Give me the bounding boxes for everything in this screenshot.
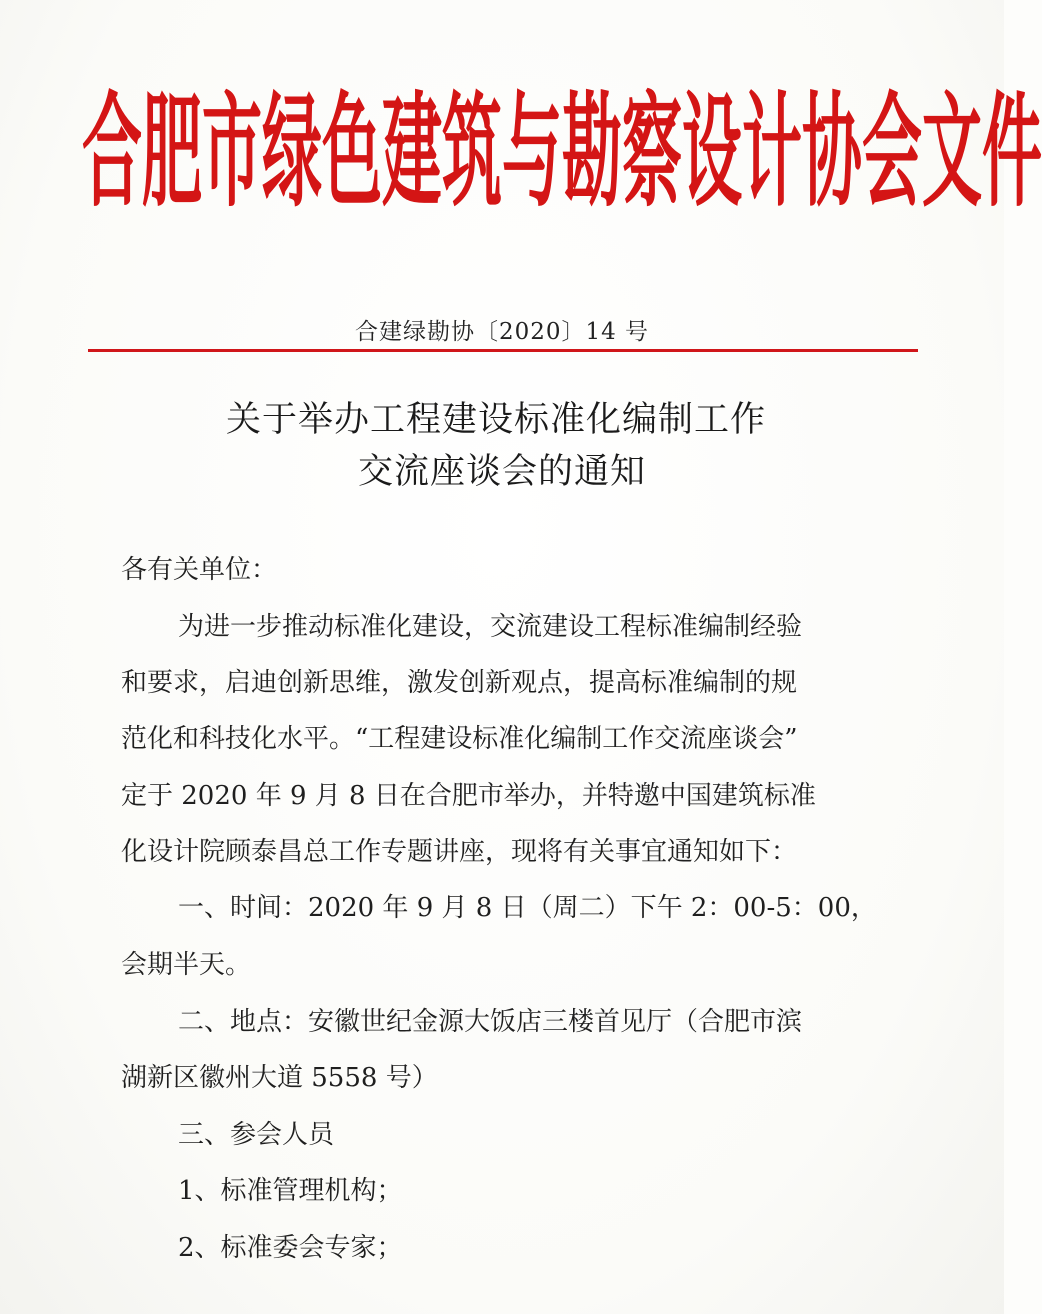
salutation: 各有关单位：	[121, 555, 278, 585]
masthead-char: 会	[862, 81, 922, 225]
masthead-char: 肥	[142, 81, 202, 225]
masthead-char: 绿	[262, 81, 322, 225]
masthead-title	[82, 78, 1042, 228]
masthead-char: 件	[982, 81, 1042, 225]
item-time-line: 会期半天。	[121, 950, 252, 980]
masthead-char: 文	[922, 81, 982, 225]
masthead-char: 合	[82, 81, 142, 225]
item-people-heading: 三、参会人员	[178, 1120, 335, 1150]
paragraph-line: 定于 2020 年 9 月 8 日在合肥市举办，并特邀中国建筑标准	[121, 781, 816, 811]
paragraph-line: 范化和科技化水平。“工程建设标准化编制工作交流座谈会”	[121, 724, 798, 754]
masthead-char: 色	[322, 81, 382, 225]
item-time-line: 一、时间：2020 年 9 月 8 日（周二）下午 2：00-5：00，	[178, 893, 877, 923]
masthead-char: 察	[622, 81, 682, 225]
masthead-char: 筑	[442, 81, 502, 225]
item-place-line: 二、地点：安徽世纪金源大饭店三楼首见厅（合肥市滨	[178, 1007, 803, 1037]
document-number: 合建绿勘协〔2020〕14 号	[354, 319, 650, 345]
masthead-char: 与	[502, 81, 562, 225]
masthead-char: 协	[802, 81, 862, 225]
item-place-line: 湖新区徽州大道 5558 号）	[121, 1063, 438, 1093]
masthead-char: 勘	[562, 81, 622, 225]
masthead-char: 设	[682, 81, 742, 225]
masthead-char: 建	[382, 81, 442, 225]
masthead-char: 市	[202, 81, 262, 225]
paragraph-line: 和要求，启迪创新思维，激发创新观点，提高标准编制的规	[121, 668, 798, 698]
red-divider	[88, 349, 918, 352]
people-list-item: 2、标准委会专家；	[178, 1233, 403, 1263]
notice-title-line-2: 交流座谈会的通知	[357, 452, 646, 492]
people-list-item: 1、标准管理机构；	[178, 1176, 403, 1206]
paragraph-line: 化设计院顾泰昌总工作专题讲座，现将有关事宜通知如下：	[121, 837, 798, 867]
notice-title-line-1: 关于举办工程建设标准化编制工作	[225, 400, 766, 440]
masthead-char: 计	[742, 81, 802, 225]
paragraph-line: 为进一步推动标准化建设，交流建设工程标准编制经验	[178, 612, 803, 642]
